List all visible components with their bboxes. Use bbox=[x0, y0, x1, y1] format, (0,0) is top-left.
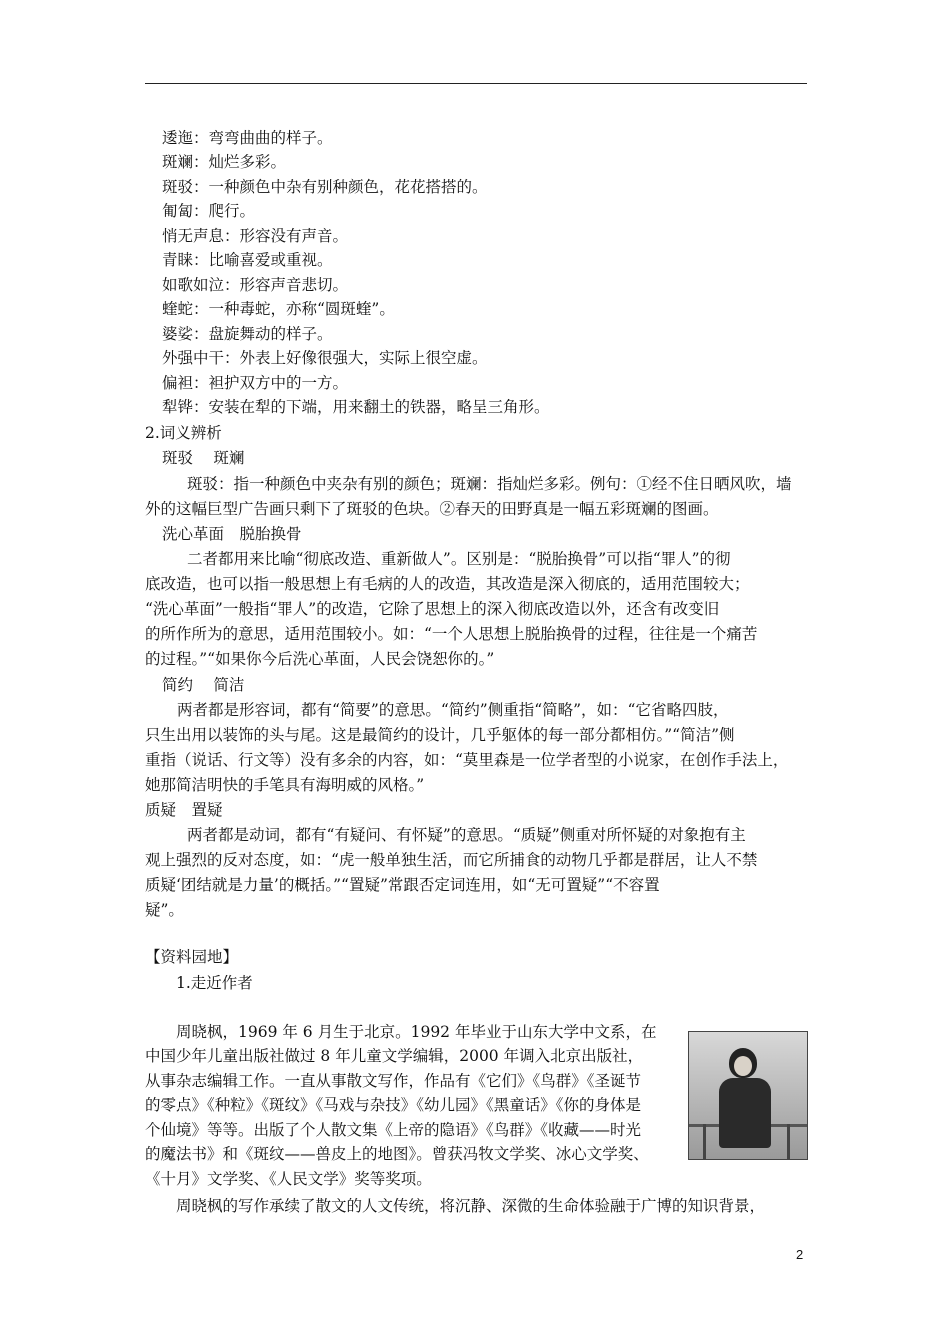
section-heading: 2.词义辨析 bbox=[145, 424, 222, 442]
glossary-entry: 犁铧：安装在犁的下端，用来翻土的铁器，略呈三角形。 bbox=[162, 398, 550, 416]
paragraph-line: 两者都是形容词，都有“简要”的意思。“简约”侧重指“简略”，如：“它省略四肢， bbox=[177, 701, 729, 719]
page-number: 2 bbox=[796, 1247, 804, 1262]
pair-title: 洗心革面 脱胎换骨 bbox=[162, 525, 302, 543]
glossary-entry: 悄无声息：形容没有声音。 bbox=[162, 227, 349, 245]
glossary-entry: 蝰蛇：一种毒蛇，亦称“圆斑蝰”。 bbox=[162, 300, 395, 318]
author-line: 《十月》文学奖、《人民文学》奖等奖项。 bbox=[145, 1170, 432, 1188]
paragraph-line: 重指（说话、行文等）没有多余的内容，如：“莫里森是一位学者型的小说家，在创作手法上， bbox=[145, 751, 789, 769]
paragraph-line: 她那简洁明快的手笔具有海明威的风格。” bbox=[145, 776, 425, 794]
paragraph-line: 观上强烈的反对态度，如：“虎一般单独生活，而它所捕食的动物几乎都是群居，让人不禁 bbox=[145, 851, 758, 869]
author-line: 周晓枫，1969 年 6 月生于北京。1992 年毕业于山东大学中文系，在 bbox=[176, 1023, 657, 1041]
glossary-entry: 逶迤：弯弯曲曲的样子。 bbox=[162, 129, 333, 147]
author-line: 的零点》《种粒》《斑纹》《马戏与杂技》《幼儿园》《黑童话》《你的身体是 bbox=[145, 1096, 642, 1114]
glossary-entry: 外强中干：外表上好像很强大，实际上很空虚。 bbox=[162, 349, 488, 367]
paragraph-line: 只生出用以装饰的头与尾。这是最简约的设计，几乎躯体的每一部分都相仿。”“简洁”侧 bbox=[145, 726, 735, 744]
pair-title: 简约 简洁 bbox=[162, 676, 245, 694]
glossary-entry: 如歌如泣：形容声音悲切。 bbox=[162, 276, 349, 294]
paragraph-line: 外的这幅巨型广告画只剩下了斑驳的色块。②春天的田野真是一幅五彩斑斓的图画。 bbox=[145, 500, 719, 518]
glossary-entry: 婆娑：盘旋舞动的样子。 bbox=[162, 325, 333, 343]
glossary-entry: 斑斓：灿烂多彩。 bbox=[162, 153, 287, 171]
paragraph-line: 的所作所为的意思，适用范围较小。如：“一个人思想上脱胎换骨的过程，往往是一个痛苦 bbox=[145, 625, 758, 643]
glossary-entry: 匍匐：爬行。 bbox=[162, 202, 256, 220]
glossary-entry: 偏袒：袒护双方中的一方。 bbox=[162, 374, 349, 392]
author-line: 的魔法书》和《斑纹——兽皮上的地图》。曾获冯牧文学奖、冰心文学奖、 bbox=[145, 1145, 649, 1163]
author-line: 中国少年儿童出版社做过 8 年儿童文学编辑，2000 年调入北京出版社， bbox=[145, 1047, 644, 1065]
pair-title: 斑驳 斑斓 bbox=[162, 449, 245, 467]
paragraph-line: 的过程。”“如果你今后洗心革面，人民会饶恕你的。” bbox=[145, 650, 495, 668]
glossary-entry: 斑驳：一种颜色中杂有别种颜色，花花搭搭的。 bbox=[162, 178, 488, 196]
paragraph-line: 斑驳：指一种颜色中夹杂有别的颜色；斑斓：指灿烂多彩。例句：①经不住日晒风吹，墙 bbox=[187, 475, 792, 493]
paragraph-line: 周晓枫的写作承续了散文的人文传统，将沉静、深微的生命体验融于广博的知识背景， bbox=[176, 1197, 766, 1215]
paragraph-line: “洗心革面”一般指“罪人”的改造，它除了思想上的深入彻底改造以外，还含有改变旧 bbox=[145, 600, 720, 618]
resources-heading: 【资料园地】 bbox=[145, 948, 239, 966]
author-photo bbox=[688, 1031, 808, 1160]
header-rule bbox=[145, 83, 807, 84]
author-line: 从事杂志编辑工作。一直从事散文写作，作品有《它们》《鸟群》《圣诞节 bbox=[145, 1072, 642, 1090]
paragraph-line: 两者都是动词，都有“有疑问、有怀疑”的意思。“质疑”侧重对所怀疑的对象抱有主 bbox=[187, 826, 746, 844]
paragraph-line: 二者都用来比喻“彻底改造、重新做人”。区别是：“脱胎换骨”可以指“罪人”的彻 bbox=[187, 550, 731, 568]
pair-title: 质疑 置疑 bbox=[145, 801, 223, 819]
paragraph-line: 底改造，也可以指一般思想上有毛病的人的改造，其改造是深入彻底的，适用范围较大； bbox=[145, 575, 750, 593]
author-line: 个仙境》等等。出版了个人散文集《上帝的隐语》《鸟群》《收藏——时光 bbox=[145, 1121, 642, 1139]
sub-heading: 1.走近作者 bbox=[176, 974, 253, 992]
glossary-entry: 青睐：比喻喜爱或重视。 bbox=[162, 251, 333, 269]
paragraph-line: 质疑‘团结就是力量’的概括。”“置疑”常跟否定词连用，如“无可置疑”“不容置 bbox=[145, 876, 660, 894]
paragraph-line: 疑”。 bbox=[145, 901, 184, 919]
